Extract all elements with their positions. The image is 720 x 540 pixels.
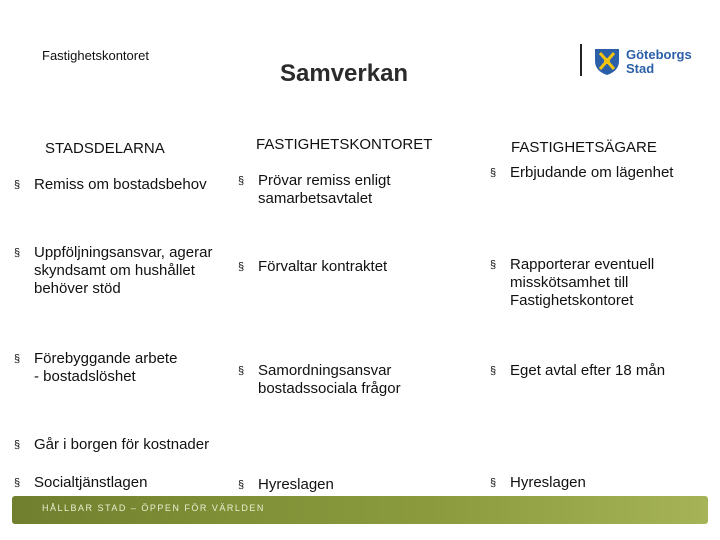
- bullet-text: [510, 256, 654, 310]
- bullet-item: [490, 164, 716, 184]
- logo-line-1: Göteborgs: [626, 47, 692, 62]
- bullet-item: [490, 474, 716, 494]
- bullet-item: [14, 350, 234, 388]
- bullet-mark: §: [238, 175, 245, 187]
- bullet-mark: §: [14, 353, 21, 365]
- bullet-line: Remiss om bostadsbehov: [34, 176, 207, 193]
- bullet-line: samarbetsavtalet: [258, 190, 373, 207]
- bullet-item: [490, 256, 716, 312]
- bullet-item: [14, 436, 254, 456]
- bullet-line: Samordningsansvar: [258, 362, 392, 379]
- bullet-mark: §: [490, 477, 497, 489]
- bullet-item: [238, 258, 468, 278]
- bullet-line: Uppföljningsansvar, agerar: [34, 244, 213, 261]
- goteborgs-stad-logo: [580, 44, 690, 78]
- bullet-line: Förebyggande arbete: [34, 350, 178, 367]
- crest-icon: [592, 46, 622, 76]
- bullet-mark: §: [14, 477, 21, 489]
- bullet-line: Förvaltar kontraktet: [258, 258, 388, 275]
- bullet-item: [238, 476, 468, 496]
- bullet-text: [258, 476, 334, 494]
- bullet-line: skyndsamt om hushållet: [34, 262, 195, 279]
- bullet-item: [238, 362, 468, 400]
- bullet-item: [14, 474, 234, 494]
- bullet-line: Hyreslagen: [510, 474, 586, 491]
- bullet-mark: §: [490, 365, 497, 377]
- bullet-line: - bostadslöshet: [34, 368, 136, 385]
- bullet-text: [510, 164, 673, 182]
- bullet-mark: §: [14, 439, 21, 451]
- column-heading-fastighetskontoret: FASTIGHETSKONTORET: [256, 136, 433, 153]
- bullet-text: [34, 350, 177, 386]
- bullet-line: Eget avtal efter 18 mån: [510, 362, 666, 379]
- bullet-mark: §: [14, 247, 21, 259]
- bullet-text: [258, 362, 401, 398]
- bullet-line: Socialtjänstlagen: [34, 474, 148, 491]
- bullet-text: [510, 362, 665, 380]
- bullet-mark: §: [490, 259, 497, 271]
- bullet-mark: §: [238, 479, 245, 491]
- header-org-name: Fastighetskontoret: [42, 48, 149, 63]
- bullet-text: [34, 244, 212, 298]
- logo-wordmark: [626, 48, 692, 76]
- bullet-line: Prövar remiss enligt: [258, 172, 391, 189]
- bullet-text: [258, 258, 387, 276]
- logo-line-2: Stad: [626, 61, 655, 76]
- bullet-line: Går i borgen för kostnader: [34, 436, 210, 453]
- column-heading-stadsdelarna: STADSDELARNA: [45, 140, 165, 157]
- bullet-text: [34, 474, 147, 492]
- slide-title: Samverkan: [280, 60, 409, 87]
- bullet-mark: §: [14, 179, 21, 191]
- bullet-item: [238, 172, 468, 210]
- bullet-line: Rapporterar eventuell: [510, 256, 655, 273]
- bullet-text: [34, 436, 209, 454]
- bullet-line: Fastighetskontoret: [510, 292, 634, 309]
- footer-slogan: HÅLLBAR STAD – ÖPPEN FÖR VÄRLDEN: [42, 503, 265, 513]
- bullet-line: behöver stöd: [34, 280, 121, 297]
- bullet-line: misskötsamhet till: [510, 274, 629, 291]
- bullet-item: [14, 244, 254, 300]
- bullet-item: [490, 362, 716, 382]
- logo-divider: [580, 44, 582, 76]
- bullet-line: Hyreslagen: [258, 476, 334, 493]
- bullet-mark: §: [238, 365, 245, 377]
- bullet-text: [34, 176, 207, 194]
- bullet-text: [258, 172, 391, 208]
- bullet-mark: §: [490, 167, 497, 179]
- bullet-line: bostadssociala frågor: [258, 380, 401, 397]
- column-heading-fastighetsagare: FASTIGHETSÄGARE: [511, 139, 657, 156]
- bullet-item: [14, 176, 254, 196]
- bullet-text: [510, 474, 586, 492]
- bullet-line: Erbjudande om lägenhet: [510, 164, 674, 181]
- bullet-mark: §: [238, 261, 245, 273]
